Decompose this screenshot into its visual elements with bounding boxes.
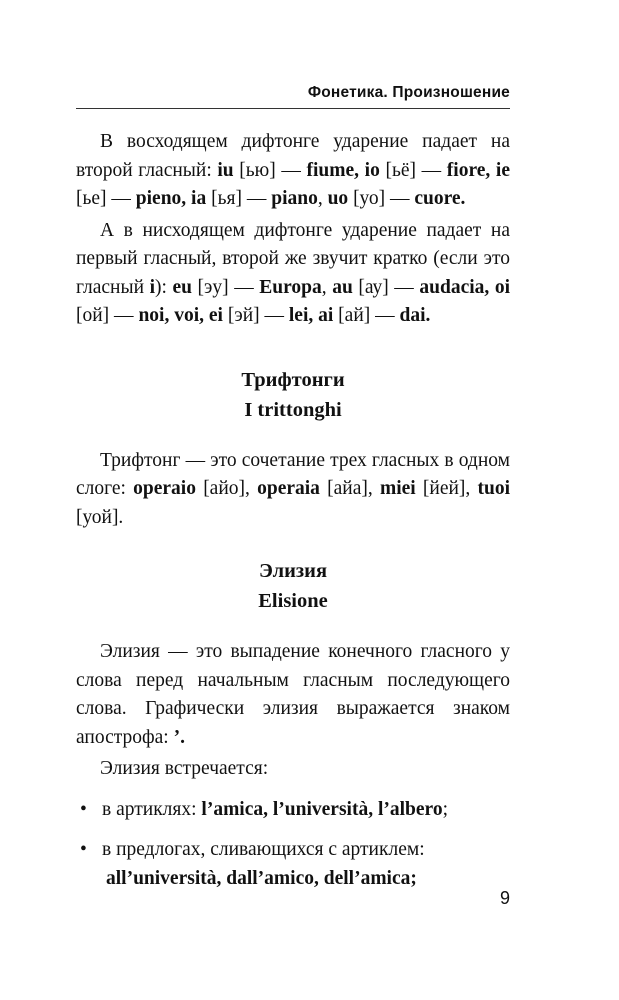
text-run: [уо] — [348, 188, 415, 209]
text-run: ; [442, 798, 449, 820]
text-run: [айа], [319, 478, 380, 499]
text-run: , [317, 188, 328, 209]
text-run: в предлогах, сливающихся с артиклем: [102, 839, 425, 860]
bold-run: i [149, 276, 155, 298]
text-run: [уой]. [76, 506, 124, 528]
bold-run: miei [379, 478, 416, 499]
bold-run: Europa [259, 276, 322, 298]
text-run: [ье] — [76, 188, 136, 209]
list-item [76, 836, 510, 893]
heading-italian: I trittonghi [244, 398, 342, 421]
bold-run: lei, ai [288, 305, 334, 326]
bold-run: au [332, 276, 353, 298]
bold-run: ’. [173, 726, 185, 748]
text-run: [ьё] — [379, 159, 447, 181]
text-run: в артиклях: [102, 798, 202, 820]
text-run: Трифтонг — это сочетание трех гласных в одном слоге: [76, 449, 510, 499]
bold-run: piano [271, 188, 318, 209]
header-rule [76, 108, 510, 109]
bold-run: noi, voi, ei [138, 305, 223, 326]
paragraph-elision-occurs: Элизия встречается: [100, 758, 269, 779]
bold-run: pieno, ia [135, 188, 207, 209]
text-run: ): [155, 276, 173, 298]
running-header: Фонетика. Произношение [307, 84, 510, 101]
bold-run: cuore. [414, 188, 466, 209]
bold-run: operaio [133, 478, 196, 499]
text-run: , [321, 276, 333, 298]
bold-run: iu [217, 159, 234, 181]
page-number: 9 [499, 888, 510, 908]
text-run: А в нисходящем дифтонге ударение падает на первый гласный, второй же звучит кратко (если это гласный [76, 219, 510, 298]
paragraph-triphthong [76, 447, 510, 533]
bold-run: fiore, ie [446, 159, 510, 181]
text-run: [ья] — [206, 188, 272, 209]
bold-run: tuoi [477, 478, 511, 499]
bold-run: dai. [399, 305, 431, 326]
section-heading-elision [76, 556, 510, 616]
bold-run: fiume, io [306, 159, 380, 181]
list-item [76, 796, 510, 825]
paragraph-elision-definition [76, 638, 510, 752]
text-run: [ью] — [233, 159, 307, 181]
text-run: [ой] — [76, 305, 139, 326]
text-run: В восходящем дифтонге ударение падает на второй гласный: [76, 131, 510, 181]
text-run: [эй] — [222, 305, 289, 326]
bold-run: all’università, dall’amico, dell’amica; [106, 867, 417, 889]
elision-list [76, 796, 510, 894]
text-run: [йей], [415, 478, 478, 499]
heading-russian: Трифтонги [241, 368, 345, 391]
bold-run: eu [172, 276, 192, 298]
bold-run: uo [327, 188, 349, 209]
page-body [76, 128, 510, 893]
text-run: [эу] — [191, 276, 260, 298]
text-run: [айо], [195, 478, 258, 499]
bold-run: audacia, oi [419, 276, 510, 298]
paragraph-falling-diphthong [76, 217, 510, 331]
heading-russian: Элизия [258, 560, 328, 582]
bold-run: operaia [257, 478, 320, 499]
section-heading-triphthongs [76, 365, 510, 425]
text-run: Элизия — это выпадение конечного гласного у слова перед начальным гласным последующего слова. Графически элизия выражается знаком апострофа: [76, 641, 510, 748]
heading-italian: Elisione [258, 590, 328, 612]
text-run: [ау] — [352, 276, 420, 298]
bold-run: l’amica, l’università, l’albero [201, 798, 443, 820]
text-run: [ай] — [333, 305, 400, 326]
paragraph-rising-diphthong [76, 128, 510, 214]
